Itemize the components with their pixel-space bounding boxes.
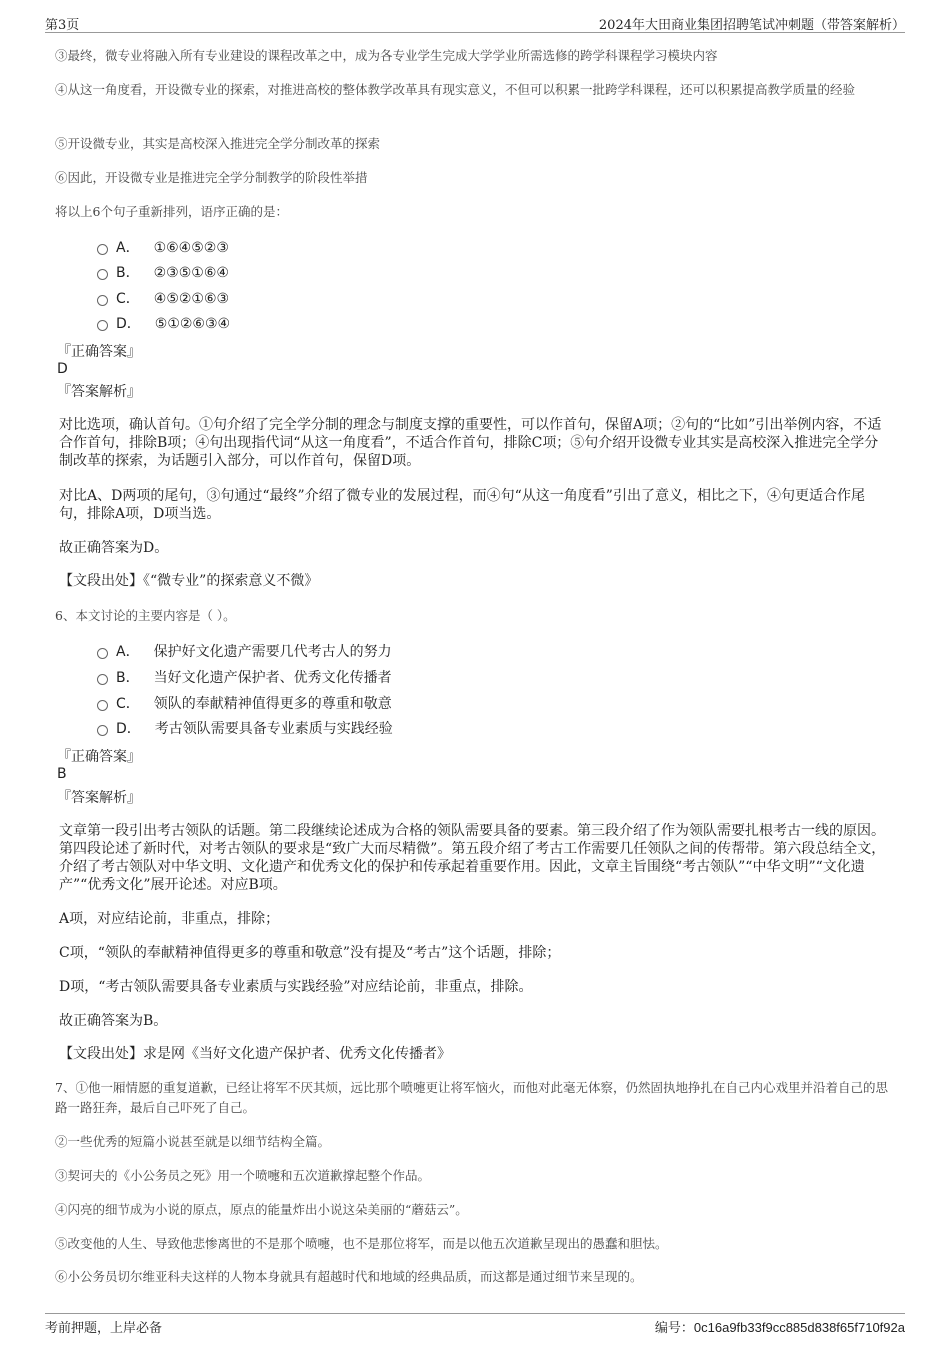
answer-label: 『正确答案』 xyxy=(57,749,141,765)
radio-icon[interactable] xyxy=(97,295,108,306)
footer-slogan: 考前押题，上岸必备 xyxy=(45,1321,163,1336)
source-citation: 【文段出处】《“微专业”的探索意义不微》 xyxy=(59,573,319,589)
sentence-3: ③契诃夫的《小公务员之死》用一个喷嚏和五次道歉撑起整个作品。 xyxy=(55,1168,431,1183)
sentence-1: 7、①他一厢情愿的重复道歉，已经让将军不厌其烦，远比那个喷嚏更让将军恼火，而他对此毫无体察，仍然固执地挣扎在自己内心戏里并沿着自己的思路一路狂奔，最后自己吓死了自己。 xyxy=(55,1080,888,1115)
page-footer xyxy=(45,1313,905,1334)
radio-icon[interactable] xyxy=(97,700,108,711)
radio-icon[interactable] xyxy=(97,674,108,685)
radio-icon[interactable] xyxy=(97,244,108,255)
sentence-5: ⑤改变他的人生、导致他悲惨离世的不是那个喷嚏，也不是那位将军，而是以他五次道歉呈现出的愚蠢和胆怯。 xyxy=(55,1236,668,1251)
question-stem: 6、本文讨论的主要内容是（ ）。 xyxy=(55,608,236,623)
sentence-4: ④从这一角度看，开设微专业的探索，对推进高校的整体教学改革具有现实意义，不但可以积累一批跨学科课程，还可以积累提高教学质量的经验 xyxy=(55,82,856,97)
analysis-paragraph: 故正确答案为D。 xyxy=(59,540,169,556)
sentence-5: ⑤开设微专业，其实是高校深入推进完全学分制改革的探索 xyxy=(55,136,381,151)
radio-icon[interactable] xyxy=(97,320,108,331)
question-prompt: 将以上6个句子重新排列，语序正确的是： xyxy=(55,204,288,219)
document-id: 编号：0c16a9fb33f9cc885d838f65f710f92a xyxy=(654,1320,905,1335)
sentence-6: ⑥小公务员切尔维亚科夫这样的人物本身就具有超越时代和地域的经典品质，而这都是通过细节来呈现的。 xyxy=(55,1269,643,1284)
option-c[interactable]: C． 领队的奉献精神值得更多的尊重和敬意 xyxy=(97,694,392,714)
radio-icon[interactable] xyxy=(97,725,108,736)
answer-label: 『正确答案』 xyxy=(57,344,141,360)
page-number: 第3页 xyxy=(45,18,80,33)
document-title: 2024年大田商业集团招聘笔试冲刺题（带答案解析） xyxy=(598,18,905,33)
option-b[interactable]: B． 当好文化遗产保护者、优秀文化传播者 xyxy=(97,668,392,688)
analysis-paragraph: 故正确答案为B。 xyxy=(59,1013,168,1029)
source-citation: 【文段出处】求是网《当好文化遗产保护者、优秀文化传播者》 xyxy=(59,1046,451,1062)
sentence-4: ④闪亮的细节成为小说的原点，原点的能量炸出小说这朵美丽的“蘑菇云”。 xyxy=(55,1202,468,1217)
option-a[interactable]: A． 保护好文化遗产需要几代考古人的努力 xyxy=(97,642,392,662)
option-b[interactable]: B． ②③⑤①⑥④ xyxy=(97,263,229,283)
analysis-paragraph: 文章第一段引出考古领队的话题。第二段继续论述成为合格的领队需要具备的要素。第三段介绍了作为领队需要扎根考古一线的原因。第四段论述了新时代，对考古领队的要求是“致广大而尽精微”。第五段介绍了考古工作需要几任领队之间的传帮带。第六段总结全文，介绍了考古领队对中华文明、文化遗产和优秀文化的保护和传承起着重要作用。因此，文章主旨围绕“考古领队”“中华文明”“文化遗产”“优秀文化”展开论述。对应B项。 xyxy=(59,823,886,893)
option-a[interactable]: A． ①⑥④⑤②③ xyxy=(97,238,229,258)
page-header xyxy=(45,14,905,33)
sentence-6: ⑥因此，开设微专业是推进完全学分制教学的阶段性举措 xyxy=(55,170,368,185)
option-c[interactable]: C． ④⑤②①⑥③ xyxy=(97,289,229,309)
analysis-label: 『答案解析』 xyxy=(57,384,141,400)
answer-value: B xyxy=(57,766,67,782)
analysis-paragraph: 对比A、D两项的尾句，③句通过“最终”介绍了微专业的发展过程，而④句“从这一角度看”引出了意义，相比之下，④句更适合作尾句，排除A项，D项当选。 xyxy=(59,488,865,522)
sentence-3: ③最终，微专业将融入所有专业建设的课程改革之中，成为各专业学生完成大学学业所需选修的跨学科课程学习模块内容 xyxy=(55,48,718,63)
analysis-paragraph: 对比选项，确认首句。①句介绍了完全学分制的理念与制度支撑的重要性，可以作首句，保留A项；②句的“比如”引出举例内容，不适合作首句，排除B项；④句出现指代词“从这一角度看”，不适合作首句，排除C项；⑤句介绍开设微专业其实是高校深入推进完全学分制改革的探索，为话题引入部分，可以作首句，保留D项。 xyxy=(59,417,882,469)
radio-icon[interactable] xyxy=(97,648,108,659)
analysis-label: 『答案解析』 xyxy=(57,790,141,806)
option-d[interactable]: D． ⑤①②⑥③④ xyxy=(97,314,230,334)
analysis-paragraph: A项，对应结论前，非重点，排除； xyxy=(59,911,280,927)
analysis-paragraph: C项，“领队的奉献精神值得更多的尊重和敬意”没有提及“考古”这个话题，排除； xyxy=(59,945,561,961)
sentence-2: ②一些优秀的短篇小说甚至就是以细节结构全篇。 xyxy=(55,1134,331,1149)
option-d[interactable]: D． 考古领队需要具备专业素质与实践经验 xyxy=(97,719,393,739)
answer-value: D xyxy=(57,361,68,377)
analysis-paragraph: D项，“考古领队需要具备专业素质与实践经验”对应结论前，非重点，排除。 xyxy=(59,979,533,995)
radio-icon[interactable] xyxy=(97,269,108,280)
